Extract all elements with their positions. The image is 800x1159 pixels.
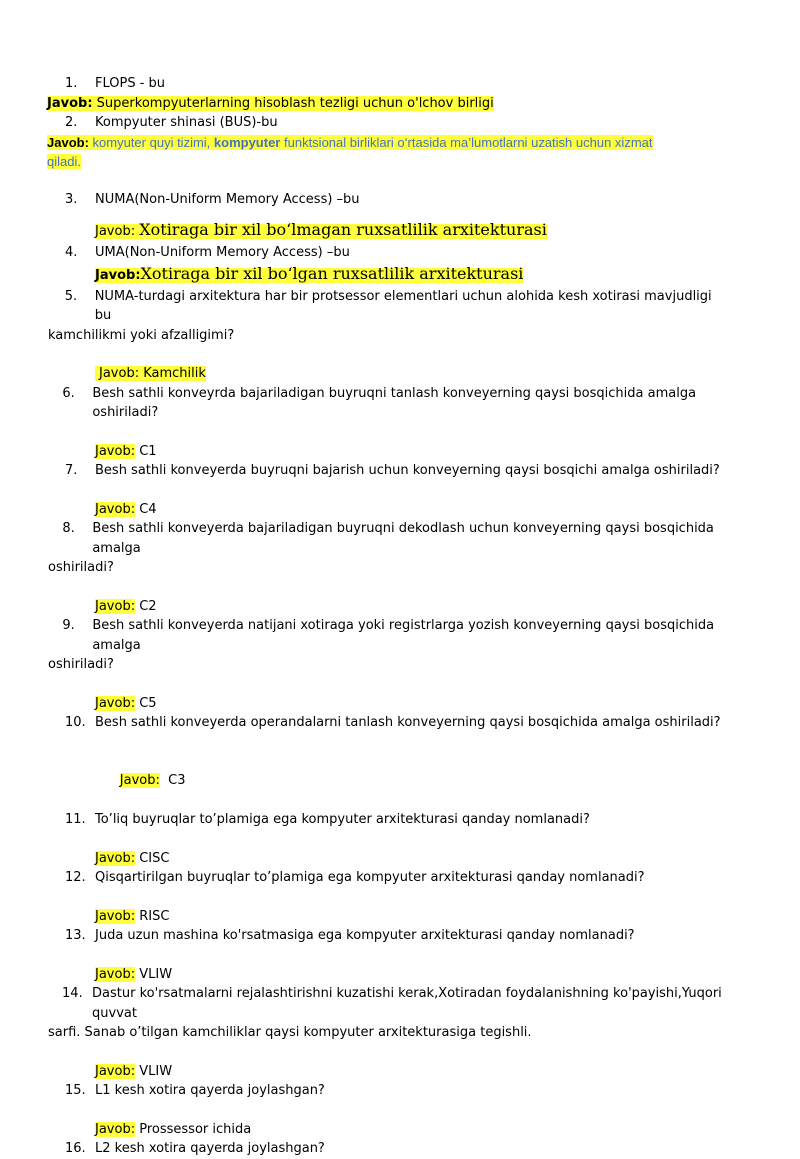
answer-5: [48, 364, 728, 384]
answer-label: Javob:: [47, 134, 89, 150]
answer-14: [48, 1062, 728, 1082]
answer-7: [48, 500, 728, 520]
answer-text: Javob: Kamchilik: [95, 366, 206, 381]
question-number: 1.: [65, 76, 78, 91]
question-text: To’liq buyruqlar to’plamiga ega kompyuter arxitekturasi qanday nomlanadi?: [95, 812, 590, 827]
answer-text: C4: [139, 501, 157, 517]
question-text: Dastur ko'rsatmalarni rejalashtirishni kuzatishi kerak,Xotiradan foydalanishning ko'payishi,Yuqori quvvat: [92, 986, 722, 1021]
answer-label: Javob:: [95, 267, 141, 283]
answer-text: CISC: [139, 850, 170, 866]
question-8-continued: oshiriladi?: [48, 560, 114, 575]
answer-9: [48, 694, 728, 714]
answer-15: [48, 1120, 728, 1140]
question-6: [48, 384, 728, 423]
answer-label: Javob:: [95, 1121, 136, 1137]
question-8: [48, 519, 728, 558]
answer-text: C2: [139, 598, 157, 614]
answer-text: VLIW: [139, 1063, 173, 1079]
answer-text-bold: kompyuter: [213, 134, 281, 150]
answer-10: [48, 752, 728, 811]
question-9: [48, 616, 728, 655]
question-number: 3.: [65, 191, 78, 207]
answer-label: Javob:: [119, 773, 160, 788]
question-text: L1 kesh xotira qayerda joylashgan?: [95, 1083, 325, 1098]
answer-label: Javob:: [95, 966, 136, 982]
answer-label: Javob:: [95, 598, 136, 614]
question-text: L2 kesh xotira qayerda joylashgan?: [95, 1141, 325, 1156]
question-number: 7.: [65, 463, 78, 478]
question-7: [48, 461, 728, 481]
question-number: 14.: [62, 986, 83, 1001]
answer-text: Xotiraga bir xil boʻlgan ruxsatlilik arxitekturasi: [140, 263, 524, 283]
question-number: 10.: [65, 715, 86, 730]
answer-label: Javob:: [95, 443, 136, 459]
question-text: Besh sathli konveyerda bajariladigan buyruqni dekodlash uchun konveyerning qaysi bosqichida amalga: [92, 521, 714, 556]
answer-text: Prossessor ichida: [139, 1121, 252, 1137]
question-text: Kompyuter shinasi (BUS)-bu: [95, 115, 278, 130]
question-number: 9.: [62, 618, 75, 633]
question-number: 11.: [65, 812, 86, 827]
answer-text: komyuter quyi tizimi,: [92, 134, 211, 150]
question-5-continued: kamchilikmi yoki afzalligimi?: [48, 327, 235, 343]
question-2: [48, 113, 728, 133]
question-text: NUMA(Non-Uniform Memory Access) –bu: [95, 191, 360, 207]
question-4: [48, 243, 728, 263]
question-text: Besh sathli konveyerda buyruqni bajarish uchun konveyerning qaysi bosqichi amalga oshiriladi?: [95, 463, 720, 478]
question-5: [48, 287, 728, 326]
question-number: 16.: [65, 1141, 86, 1156]
question-number: 13.: [65, 928, 86, 943]
question-text: NUMA-turdagi arxitektura har bir protsessor elementlari uchun alohida kesh xotirasi mavjudligi bu: [94, 288, 712, 323]
answer-12: [48, 907, 728, 927]
answer-13: [48, 965, 728, 985]
question-text: Besh sathli konveyrda bajariladigan buyruqni tanlash konveyerning qaysi bosqichida amalga oshiriladi?: [92, 385, 697, 420]
answer-1: [47, 94, 728, 114]
answer-4: [48, 263, 728, 287]
answer-label: Javob:: [95, 695, 136, 711]
question-10: [48, 713, 728, 733]
question-text: Besh sathli konveyerda natijani xotiraga yoki registrlarga yozish konveyerning qaysi bosqichida amalga: [92, 618, 715, 653]
answer-text: Xotiraga bir xil boʻlmagan ruxsatlilik arxitekturasi: [139, 220, 547, 239]
question-14: [48, 984, 728, 1023]
question-14-continued: sarfi. Sanab o’tilgan kamchiliklar qaysi kompyuter arxitekturasiga tegishli.: [48, 1025, 532, 1040]
question-15: [48, 1081, 728, 1101]
answer-label: Javob:: [47, 95, 93, 111]
answer-label: Javob:: [95, 850, 136, 866]
answer-text: funktsional birliklari o‘rtasida ma’lumotlarni uzatish uchun xizmat: [284, 134, 653, 150]
question-1: [48, 74, 728, 94]
question-number: 15.: [65, 1083, 86, 1098]
question-9-continued: oshiriladi?: [48, 657, 114, 672]
question-text: FLOPS - bu: [95, 76, 166, 91]
answer-text: C1: [139, 443, 157, 459]
answer-label: Javob:: [95, 908, 136, 924]
answer-11: [48, 849, 728, 869]
answer-2: [47, 133, 728, 171]
question-text: Qisqartirilgan buyruqlar to’plamiga ega kompyuter arxitekturasi qanday nomlanadi?: [95, 870, 645, 885]
answer-text: C5: [139, 695, 157, 711]
answer-3: [48, 219, 728, 243]
answer-label: Javob:: [95, 1063, 136, 1079]
answer-8: [48, 597, 728, 617]
answer-text: RISC: [139, 908, 170, 924]
answer-text: VLIW: [139, 966, 173, 982]
question-number: 6.: [62, 385, 75, 401]
question-12: [48, 868, 728, 888]
question-text: Besh sathli konveyerda operandalarni tanlash konveyerning qaysi bosqichida amalga oshiriladi?: [95, 715, 721, 730]
question-number: 2.: [65, 115, 78, 130]
answer-text: qiladi.: [47, 153, 81, 169]
question-16: [48, 1139, 728, 1159]
question-number: 8.: [62, 521, 75, 536]
question-number: 4.: [65, 245, 78, 260]
answer-text: C3: [164, 773, 186, 788]
answer-6: [48, 442, 728, 462]
question-13: [48, 926, 728, 946]
question-text: UMA(Non-Uniform Memory Access) –bu: [95, 245, 350, 260]
question-11: [48, 810, 728, 830]
answer-text: Superkompyuterlarning hisoblash tezligi uchun o'lchov birligi: [96, 95, 494, 111]
question-3: [48, 190, 728, 210]
question-number: 5.: [64, 288, 78, 304]
answer-label: Javob:: [95, 224, 136, 239]
question-number: 12.: [65, 870, 86, 885]
answer-label: Javob:: [95, 501, 136, 517]
question-list: [48, 74, 728, 1159]
question-text: Juda uzun mashina ko'rsatmasiga ega kompyuter arxitekturasi qanday nomlanadi?: [95, 928, 635, 943]
